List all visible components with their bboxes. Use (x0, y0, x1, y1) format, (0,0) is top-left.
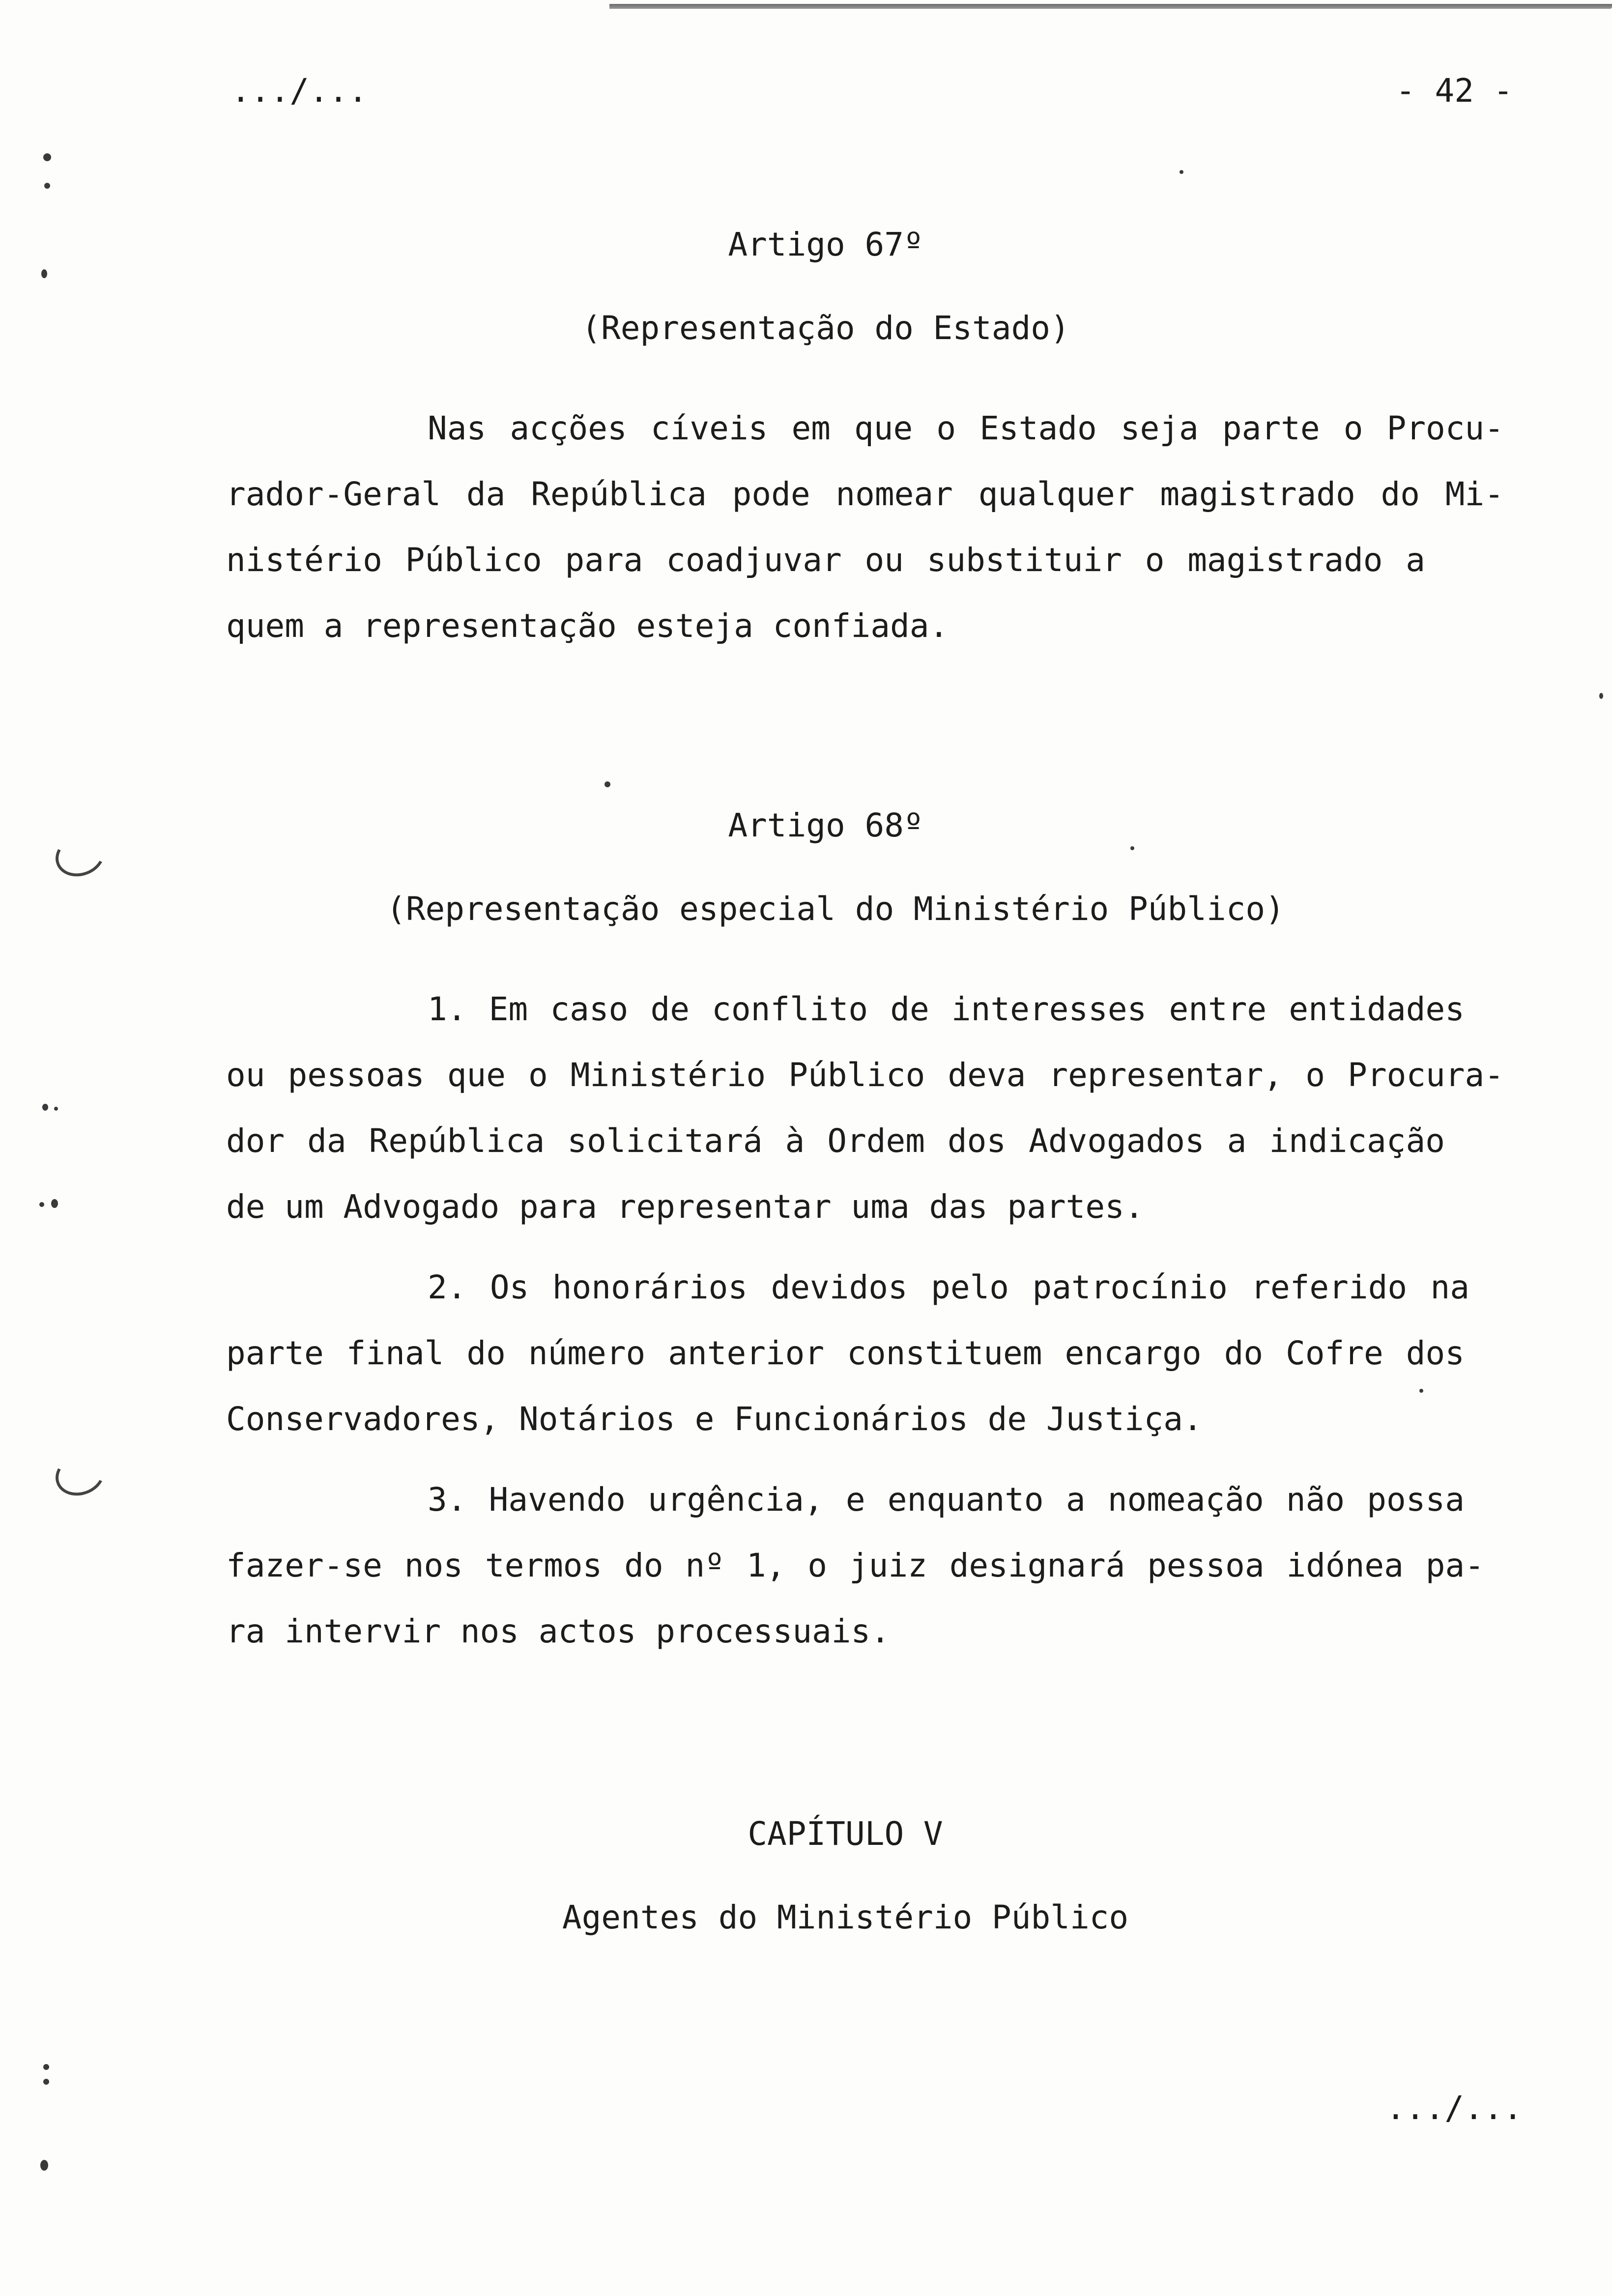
scan-speck (41, 269, 47, 278)
scan-speck (1599, 693, 1603, 699)
scan-speck (43, 2064, 49, 2070)
article-68-p1-line-4: de um Advogado para representar uma das partes. (226, 1188, 1144, 1226)
scan-speck (1180, 170, 1183, 174)
scan-speck (40, 2160, 48, 2171)
continues-marker: .../... (1386, 2089, 1523, 2127)
article-67-line-2: rador-Geral da República pode nomear qualquer magistrado do Mi- (226, 475, 1504, 513)
article-67-line-4: quem a representação esteja confiada. (226, 607, 949, 645)
scan-speck (1130, 846, 1134, 850)
scan-speck (43, 153, 51, 161)
article-67-title: Artigo 67º (728, 226, 923, 263)
article-68-p2-line-3: Conservadores, Notários e Funcionários de Justiça. (226, 1400, 1203, 1438)
scan-speck (44, 183, 50, 189)
article-68-p2-line-2: parte final do número anterior constituem encargo do Cofre dos (226, 1334, 1465, 1372)
scan-speck (51, 1199, 58, 1208)
page-number: - 42 - (1396, 72, 1513, 110)
article-67-line-1: Nas acções cíveis em que o Estado seja parte o Procu- (428, 409, 1504, 447)
continued-from-marker: .../... (231, 72, 368, 110)
article-68-p1-line-2: ou pessoas que o Ministério Público deva representar, o Procura- (226, 1056, 1504, 1094)
article-68-p3-line-1: 3. Havendo urgência, e enquanto a nomeação não possa (428, 1481, 1465, 1519)
scan-speck (39, 1202, 44, 1207)
article-68-title: Artigo 68º (728, 806, 923, 844)
scan-speck (43, 2079, 49, 2085)
article-68-p2-line-1: 2. Os honorários devidos pelo patrocínio referido na (428, 1268, 1469, 1306)
scan-speck (604, 781, 610, 787)
chapter-subtitle: Agentes do Ministério Público (562, 1898, 1129, 1936)
scan-speck (54, 1107, 58, 1111)
article-67-line-3: nistério Público para coadjuvar ou substituir o magistrado a (226, 541, 1425, 579)
chapter-title: CAPÍTULO V (748, 1815, 943, 1853)
scan-arc-mark (50, 1447, 111, 1502)
article-68-p1-line-3: dor da República solicitará à Ordem dos Advogados a indicação (226, 1122, 1445, 1160)
article-67-heading: (Representação do Estado) (581, 309, 1070, 347)
scan-speck (42, 1104, 48, 1111)
article-68-p3-line-2: fazer-se nos termos do nº 1, o juiz designará pessoa idónea pa- (226, 1547, 1484, 1584)
article-68-heading: (Representação especial do Ministério Público) (386, 890, 1285, 928)
article-68-p1-line-1: 1. Em caso de conflito de interesses entre entidades (428, 990, 1465, 1028)
scan-speck (1419, 1389, 1423, 1393)
top-edge-rule (609, 4, 1612, 9)
article-68-p3-line-3: ra intervir nos actos processuais. (226, 1612, 891, 1650)
